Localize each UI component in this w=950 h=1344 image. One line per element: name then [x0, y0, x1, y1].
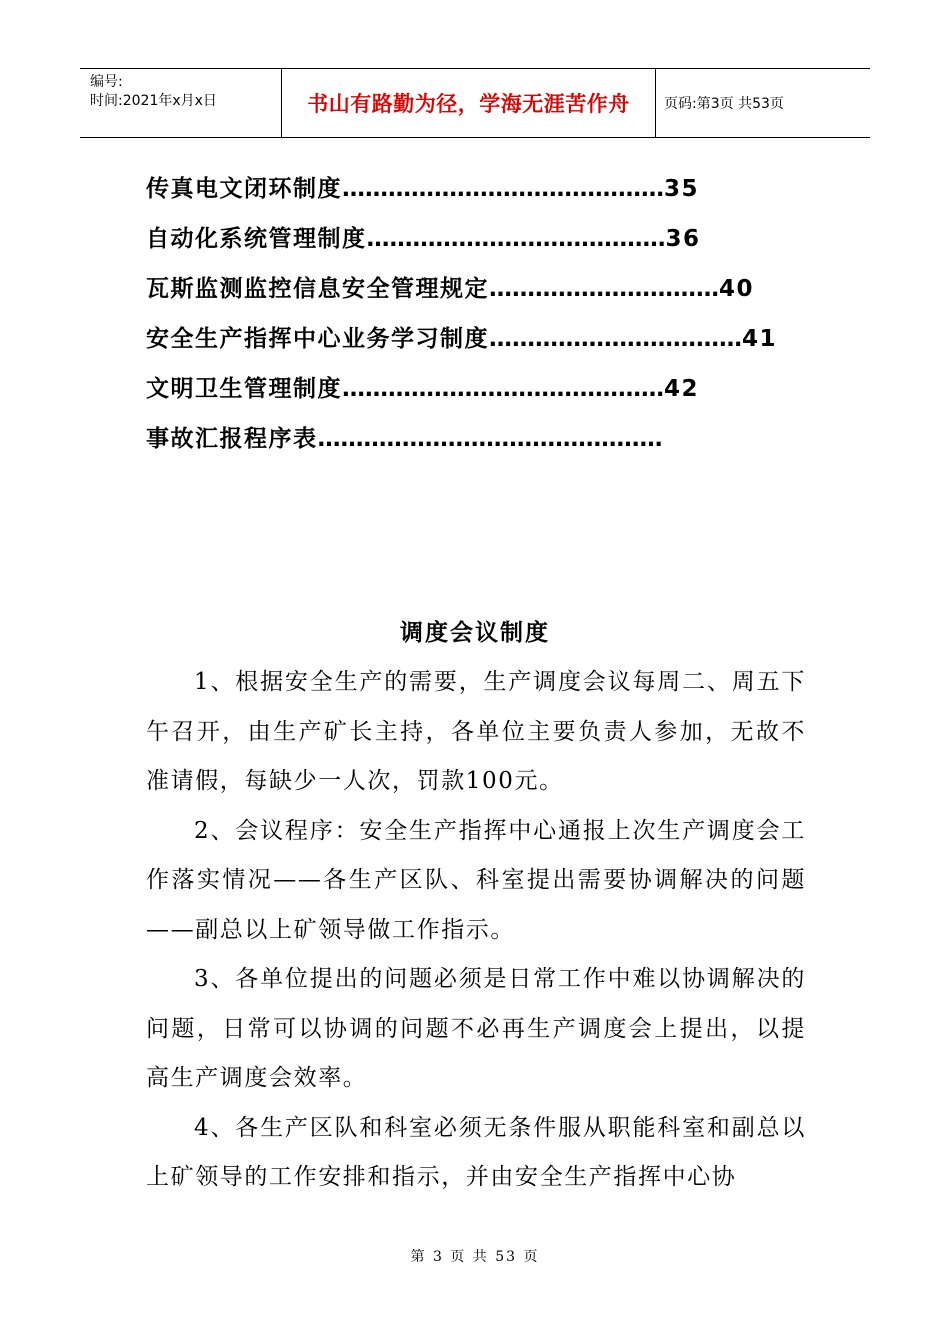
toc-entry-leader: …………………………………	[366, 226, 666, 252]
toc-entry[interactable]	[146, 364, 866, 414]
toc-entry-leader: ……………………………………	[342, 376, 664, 402]
toc-entry-page: 42	[664, 376, 700, 402]
section-body	[146, 658, 806, 1203]
body-paragraph: 2、会议程序：安全生产指挥中心通报上次生产调度会工作落实情况——各生产区队、科室提出需要协调解决的问题——副总以上矿领导做工作指示。	[146, 817, 806, 943]
toc-entry[interactable]	[146, 214, 866, 264]
page-footer: 第 3 页 共 53 页	[410, 1249, 540, 1265]
toc-entry-title: 文明卫生管理制度	[146, 376, 342, 402]
page-header	[80, 68, 870, 138]
header-motto: 书山有路勤为径，学海无涯苦作舟	[282, 69, 656, 137]
toc-entry-title: 瓦斯监测监控信息安全管理规定	[146, 276, 489, 302]
header-page-info: 页码:第3页 共53页	[664, 96, 784, 112]
toc-entry-page: 36	[665, 226, 701, 252]
toc-entry-leader: ………………………………………	[317, 426, 663, 452]
toc-entry-title: 事故汇报程序表	[146, 426, 318, 452]
toc-entry-title: 自动化系统管理制度	[146, 226, 367, 252]
body-paragraph: 1、根据安全生产的需要，生产调度会议每周二、周五下午召开，由生产矿长主持，各单位主要负责人参加，无故不准请假，每缺少一人次，罚款100元。	[146, 669, 806, 794]
toc-entry-leader: ……………………………	[489, 326, 742, 352]
section-title: 调度会议制度	[400, 620, 550, 646]
toc-entry-page: 35	[664, 176, 700, 202]
toc-entry-title: 传真电文闭环制度	[146, 176, 342, 202]
document-number: 编号:	[90, 74, 123, 90]
document-time: 时间:2021年x月x日	[90, 93, 217, 109]
toc-entry[interactable]	[146, 164, 866, 214]
body-paragraph: 4、各生产区队和科室必须无条件服从职能科室和副总以上矿领导的工作安排和指示，并由安全生产指挥中心协	[146, 1114, 806, 1190]
toc-entry-leader: ……………………………………	[342, 176, 664, 202]
toc-entry[interactable]	[146, 264, 866, 314]
toc-entry[interactable]	[146, 414, 866, 464]
table-of-contents	[146, 164, 866, 464]
toc-entry-page: 40	[719, 276, 755, 302]
header-meta	[80, 69, 282, 137]
body-paragraph: 3、各单位提出的问题必须是日常工作中难以协调解决的问题，日常可以协调的问题不必再生产调度会上提出，以提高生产调度会效率。	[146, 966, 806, 1091]
toc-entry-page: 41	[742, 326, 778, 352]
toc-entry-title: 安全生产指挥中心业务学习制度	[146, 326, 489, 352]
toc-entry-leader: …………………………	[489, 276, 719, 302]
toc-entry[interactable]	[146, 314, 866, 364]
